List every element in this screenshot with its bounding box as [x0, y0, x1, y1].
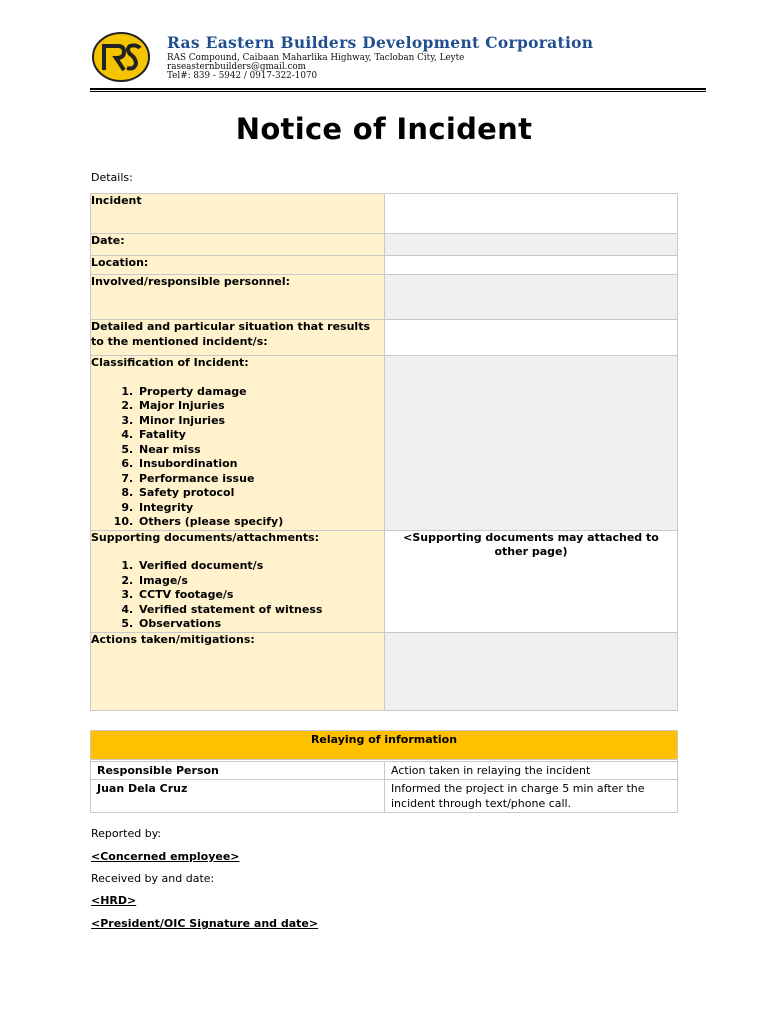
page-title: Notice of Incident — [235, 112, 533, 146]
list-item: 4. Fatality — [137, 428, 384, 443]
hrd-placeholder: <HRD> — [91, 894, 137, 907]
header-rule-thin — [90, 91, 706, 92]
relay-heading: Relaying of information — [91, 731, 678, 760]
supporting-list — [91, 559, 384, 632]
concerned-employee: <Concerned employee> — [91, 850, 240, 863]
reported-by-label: Reported by: — [91, 827, 162, 840]
classification-field[interactable] — [385, 356, 678, 531]
list-item: 3. Minor Injuries — [137, 414, 384, 429]
relay-person: Juan Dela Cruz — [91, 780, 385, 813]
letterhead — [90, 30, 706, 92]
list-item: 5. Near miss — [137, 443, 384, 458]
company-logo — [92, 32, 150, 82]
list-item: 6. Insubordination — [137, 457, 384, 472]
actions-label: Actions taken/mitigations: — [91, 632, 385, 710]
classification-list — [91, 385, 384, 530]
supporting-note[interactable]: <Supporting documents may attached to other page) — [385, 530, 678, 632]
list-item: 2. Image/s — [137, 574, 384, 589]
list-item: 1. Property damage — [137, 385, 384, 400]
supporting-label: Supporting documents/attachments: — [91, 530, 320, 544]
list-item: 9. Integrity — [137, 501, 384, 516]
relay-col-action-header: Action taken in relaying the incident — [385, 762, 678, 780]
personnel-field[interactable] — [385, 275, 678, 320]
date-field[interactable] — [385, 234, 678, 256]
list-item: 4. Verified statement of witness — [137, 603, 384, 618]
relay-col-person-header: Responsible Person — [91, 762, 385, 780]
company-name: Ras Eastern Builders Development Corporation — [167, 33, 594, 52]
personnel-label: Involved/responsible personnel: — [91, 275, 385, 320]
relay-action: Informed the project in charge 5 min after the incident through text/phone call. — [385, 780, 678, 813]
location-field[interactable] — [385, 256, 678, 275]
list-item: 3. CCTV footage/s — [137, 588, 384, 603]
relay-table — [90, 730, 678, 813]
header-rule — [90, 88, 706, 90]
location-label: Location: — [91, 256, 385, 275]
actions-field[interactable] — [385, 632, 678, 710]
list-item: 10. Others (please specify) — [137, 515, 384, 530]
company-address: RAS Compound, Caibaan Maharlika Highway, Tacloban City, Leyte — [167, 53, 465, 63]
classification-cell — [91, 356, 385, 531]
classification-label: Classification of Incident: — [91, 356, 249, 369]
incident-label: Incident — [91, 194, 385, 234]
company-tel: Tel#: 839 - 5942 / 0917-322-1070 — [167, 71, 318, 81]
incident-field[interactable] — [385, 194, 678, 234]
list-item: 8. Safety protocol — [137, 486, 384, 501]
supporting-cell — [91, 530, 385, 632]
list-item: 7. Performance issue — [137, 472, 384, 487]
received-by-label: Received by and date: — [91, 872, 215, 885]
incident-form-table — [90, 193, 678, 711]
details-label: Details: — [91, 171, 133, 184]
list-item: 2. Major Injuries — [137, 399, 384, 414]
company-email: raseasternbuilders@gmail.com — [167, 62, 307, 72]
list-item: 5. Observations — [137, 617, 384, 632]
situation-label: Detailed and particular situation that results to the mentioned incident/s: — [91, 320, 385, 356]
date-label: Date: — [91, 234, 385, 256]
president-signature: <President/OIC Signature and date> — [91, 917, 319, 930]
list-item: 1. Verified document/s — [137, 559, 384, 574]
situation-field[interactable] — [385, 320, 678, 356]
